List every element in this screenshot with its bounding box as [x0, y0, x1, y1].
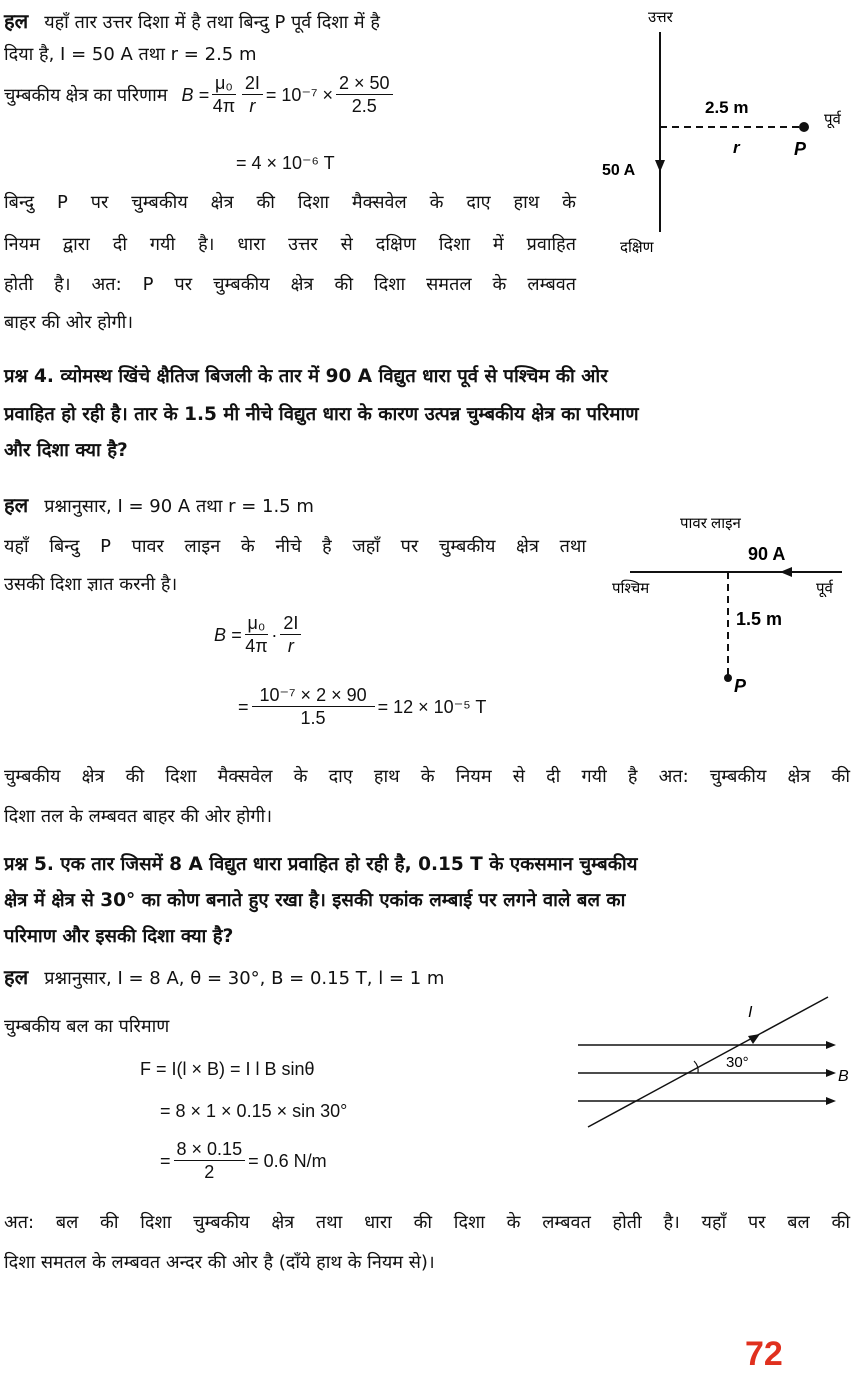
- den: r: [287, 636, 294, 656]
- para-line: दिशा तल के लम्बवत बाहर की ओर होगी।: [4, 806, 273, 827]
- fraction: [174, 1138, 246, 1183]
- den: 4π: [245, 636, 268, 656]
- solution-4-line-3: उसकी दिशा ज्ञात करनी है।: [4, 574, 178, 595]
- fraction: [252, 684, 375, 729]
- point-p: [724, 674, 732, 682]
- angle-arc: [694, 1061, 698, 1073]
- para-line: होती है। अत: P पर चुम्बकीय क्षेत्र की दिशा समतल के लम्बवत: [4, 274, 576, 295]
- para-line: बाहर की ओर होगी।: [4, 312, 134, 333]
- wire: [588, 997, 828, 1127]
- east-label: पूर्व: [824, 111, 841, 128]
- west-label: पश्चिम: [612, 580, 650, 597]
- point-p: [799, 122, 809, 132]
- north-label: उत्तर: [648, 9, 673, 26]
- text: प्रश्नानुसार, I = 8 A, θ = 30°, B = 0.15 T, l = 1 m: [44, 968, 445, 989]
- east-label: पूर्व: [816, 580, 833, 597]
- factor: = 10⁻⁷ ×: [265, 84, 333, 105]
- p-label: P: [734, 676, 747, 696]
- current-label: I: [748, 1004, 753, 1021]
- field-label: B: [838, 1068, 849, 1085]
- question-5-line: परिमाण और इसकी दिशा क्या है?: [4, 926, 234, 947]
- solution-4-formula-1: B = $\frac{\text{μ₀}}{4\pi}$ · $\frac{2I}{r}$: [214, 612, 304, 657]
- page-number: 72: [745, 1335, 783, 1373]
- arrow-down-icon: [655, 160, 665, 172]
- para-line: बिन्दु P पर चुम्बकीय क्षेत्र की दिशा मैक्सवेल के दाए हाथ के: [4, 192, 576, 213]
- fraction: [280, 612, 301, 657]
- den: 4π: [212, 96, 236, 116]
- result: = 12 × 10⁻⁵ T: [377, 696, 487, 717]
- distance-label: 2.5 m: [705, 98, 749, 117]
- hal-label: हल: [4, 9, 29, 33]
- num: μ₀: [245, 612, 269, 635]
- question-4-line: प्रवाहित हो रही है। तार के 1.5 मी नीचे विद्युत धारा के कारण उत्पन्न चुम्बकीय क्षेत्र का परिमाण: [4, 404, 639, 425]
- solution-5-formula-1: F = I(l × B) = I l B sinθ: [140, 1059, 315, 1079]
- hal-label: हल: [4, 965, 29, 989]
- para-line: चुम्बकीय क्षेत्र की दिशा मैक्सवेल के दाए हाथ के नियम से दी गयी है अत: चुम्बकीय क्षेत्र की: [4, 766, 850, 787]
- num: μ₀: [212, 72, 236, 95]
- arrow-right-icon: [826, 1041, 836, 1049]
- diagram-wire-north-south: [590, 0, 855, 265]
- angle-label: 30°: [726, 1054, 749, 1071]
- p-label: P: [794, 139, 807, 159]
- text: प्रश्नानुसार, I = 90 A तथा r = 1.5 m: [44, 496, 314, 517]
- num: 8 × 0.15: [174, 1138, 246, 1161]
- solution-3-line-2: दिया है, I = 50 A तथा r = 2.5 m: [4, 44, 257, 65]
- num: 10⁻⁷ × 2 × 90: [252, 684, 375, 707]
- den: 2.5: [351, 96, 377, 116]
- diagram-wire-in-field: [570, 995, 855, 1135]
- equals: =: [238, 696, 249, 717]
- solution-4-line-2: यहाँ बिन्दु P पावर लाइन के नीचे है जहाँ पर चुम्बकीय क्षेत्र तथा: [4, 536, 586, 557]
- question-5-line: क्षेत्र में क्षेत्र से 30° का कोण बनाते हुए रखा है। इसकी एकांक लम्बाई पर लगने वाले बल का: [4, 890, 626, 911]
- label: चुम्बकीय क्षेत्र का परिणाम: [4, 84, 168, 105]
- arrow-right-icon: [826, 1069, 836, 1077]
- question-4-line: और दिशा क्या है?: [4, 440, 128, 461]
- title-label: पावर लाइन: [680, 515, 741, 532]
- solution-3-formula: [4, 72, 396, 117]
- question-4-line: प्रश्न 4. व्योमस्थ खिंचे क्षैतिज बिजली के तार में 90 A विद्युत धारा पूर्व से पश्चिम की ओर: [4, 366, 608, 387]
- fraction: [245, 612, 269, 657]
- r-label: r: [733, 138, 740, 157]
- solution-3-line-1: [4, 4, 380, 40]
- solution-3-result: = 4 × 10⁻⁶ T: [236, 153, 335, 173]
- den: 2: [204, 1162, 215, 1182]
- distance-label: 1.5 m: [736, 609, 783, 629]
- den: r: [249, 96, 256, 116]
- den: 1.5: [300, 708, 326, 728]
- para-line: दिशा समतल के लम्बवत अन्दर की ओर है (दाँये हाथ के नियम से)।: [4, 1252, 435, 1273]
- solution-4-line-1: [4, 488, 314, 524]
- solution-5-formula-2: = 8 × 1 × 0.15 × sin 30°: [160, 1101, 348, 1121]
- south-label: दक्षिण: [620, 239, 654, 256]
- solution-5-line-2: चुम्बकीय बल का परिमाण: [4, 1016, 170, 1037]
- solution-5-formula-3: [160, 1138, 327, 1183]
- current-label: 50 A: [602, 162, 636, 179]
- fraction: [212, 72, 236, 117]
- num: 2 × 50: [336, 72, 393, 95]
- arrow-right-icon: [826, 1097, 836, 1105]
- hal-label: हल: [4, 493, 29, 517]
- current-label: 90 A: [748, 544, 786, 564]
- fraction: [242, 72, 263, 117]
- equals: =: [160, 1150, 171, 1171]
- arrow-left-icon: [780, 567, 792, 577]
- num: 2I: [242, 72, 263, 95]
- solution-4-formula-2: [238, 684, 486, 729]
- num: 2I: [280, 612, 301, 635]
- diagram-power-line: [600, 500, 855, 700]
- result: = 0.6 N/m: [248, 1150, 327, 1171]
- fraction: [336, 72, 393, 117]
- question-5-line: प्रश्न 5. एक तार जिसमें 8 A विद्युत धारा प्रवाहित हो रही है, 0.15 T के एकसमान चुम्बकीय: [4, 854, 638, 875]
- solution-5-line-1: [4, 960, 444, 996]
- para-line: नियम द्वारा दी गयी है। धारा उत्तर से दक्षिण दिशा में प्रवाहित: [4, 234, 576, 255]
- formula-b: B =: [181, 84, 210, 105]
- para-line: अत: बल की दिशा चुम्बकीय क्षेत्र तथा धारा की दिशा के लम्बवत होती है। यहाँ पर बल की: [4, 1212, 850, 1233]
- formula-b: B =: [214, 624, 242, 645]
- text: यहाँ तार उत्तर दिशा में है तथा बिन्दु P पूर्व दिशा में है: [44, 12, 380, 33]
